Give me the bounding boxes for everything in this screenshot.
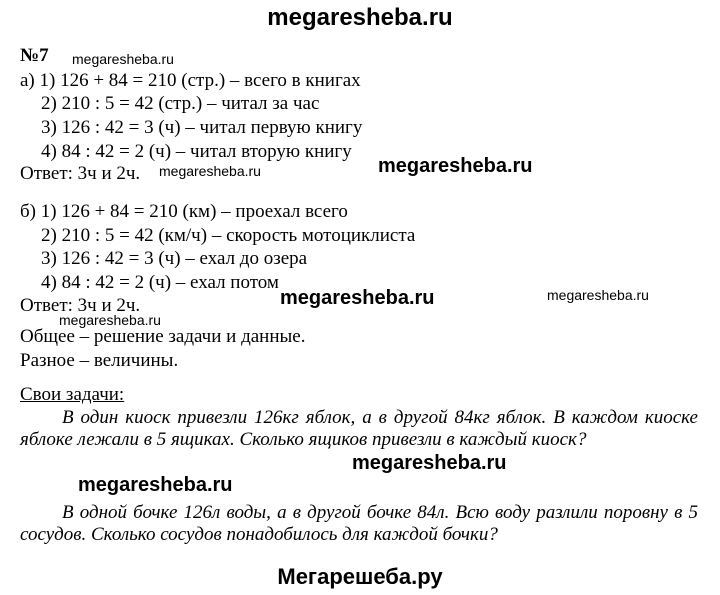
own-tasks-heading: Свои задачи: (20, 384, 125, 405)
watermark-bold: megaresheba.ru (378, 155, 533, 177)
part-b-line-1: б) 1) 126 + 84 = 210 (км) – проехал всего (20, 201, 348, 222)
part-b-answer: Ответ: 3ч и 2ч. (20, 295, 141, 316)
watermark-small: megaresheba.ru (159, 163, 261, 179)
part-a-line-2: 2) 210 : 5 = 42 (стр.) – читал за час (41, 93, 320, 114)
watermark-bold: megaresheba.ru (280, 287, 435, 309)
header-watermark: megaresheba.ru (267, 4, 453, 31)
watermark-small: megaresheba.ru (547, 287, 649, 303)
part-b-line-4: 4) 84 : 42 = 2 (ч) – ехал потом (41, 272, 279, 293)
task-number: №7 (20, 45, 49, 66)
part-a-line-4: 4) 84 : 42 = 2 (ч) – читал вторую книгу (41, 141, 352, 162)
different-text: Разное – величины. (20, 350, 179, 371)
watermark-small: megaresheba.ru (59, 312, 161, 328)
common-text: Общее – решение задачи и данные. (20, 326, 306, 347)
part-b-line-2: 2) 210 : 5 = 42 (км/ч) – скорость мотоциклиста (41, 225, 416, 246)
footer-watermark: Мегарешеба.ру (277, 564, 443, 589)
task-1-paragraph: В один киоск привезли 126кг яблок, а в другой 84кг яблок. В каждом киоске яблоке лежали в 5 ящиках. Сколько ящиков привезли в каждый киоск? (20, 407, 698, 450)
part-b-line-3: 3) 126 : 42 = 3 (ч) – ехал до озера (41, 248, 308, 269)
task-2-paragraph: В одной бочке 126л воды, а в другой бочке 84л. Всю воду разлили поровну в 5 сосудов. Сколько сосудов понадобилось для каждой бочки? (20, 502, 698, 545)
part-a-line-1: а) 1) 126 + 84 = 210 (стр.) – всего в книгах (20, 70, 361, 91)
watermark-bold: megaresheba.ru (78, 474, 233, 496)
watermark-bold: megaresheba.ru (352, 452, 507, 474)
part-a-answer: Ответ: 3ч и 2ч. (20, 163, 141, 184)
part-a-line-3: 3) 126 : 42 = 3 (ч) – читал первую книгу (41, 117, 363, 138)
watermark-small: megaresheba.ru (72, 51, 174, 67)
